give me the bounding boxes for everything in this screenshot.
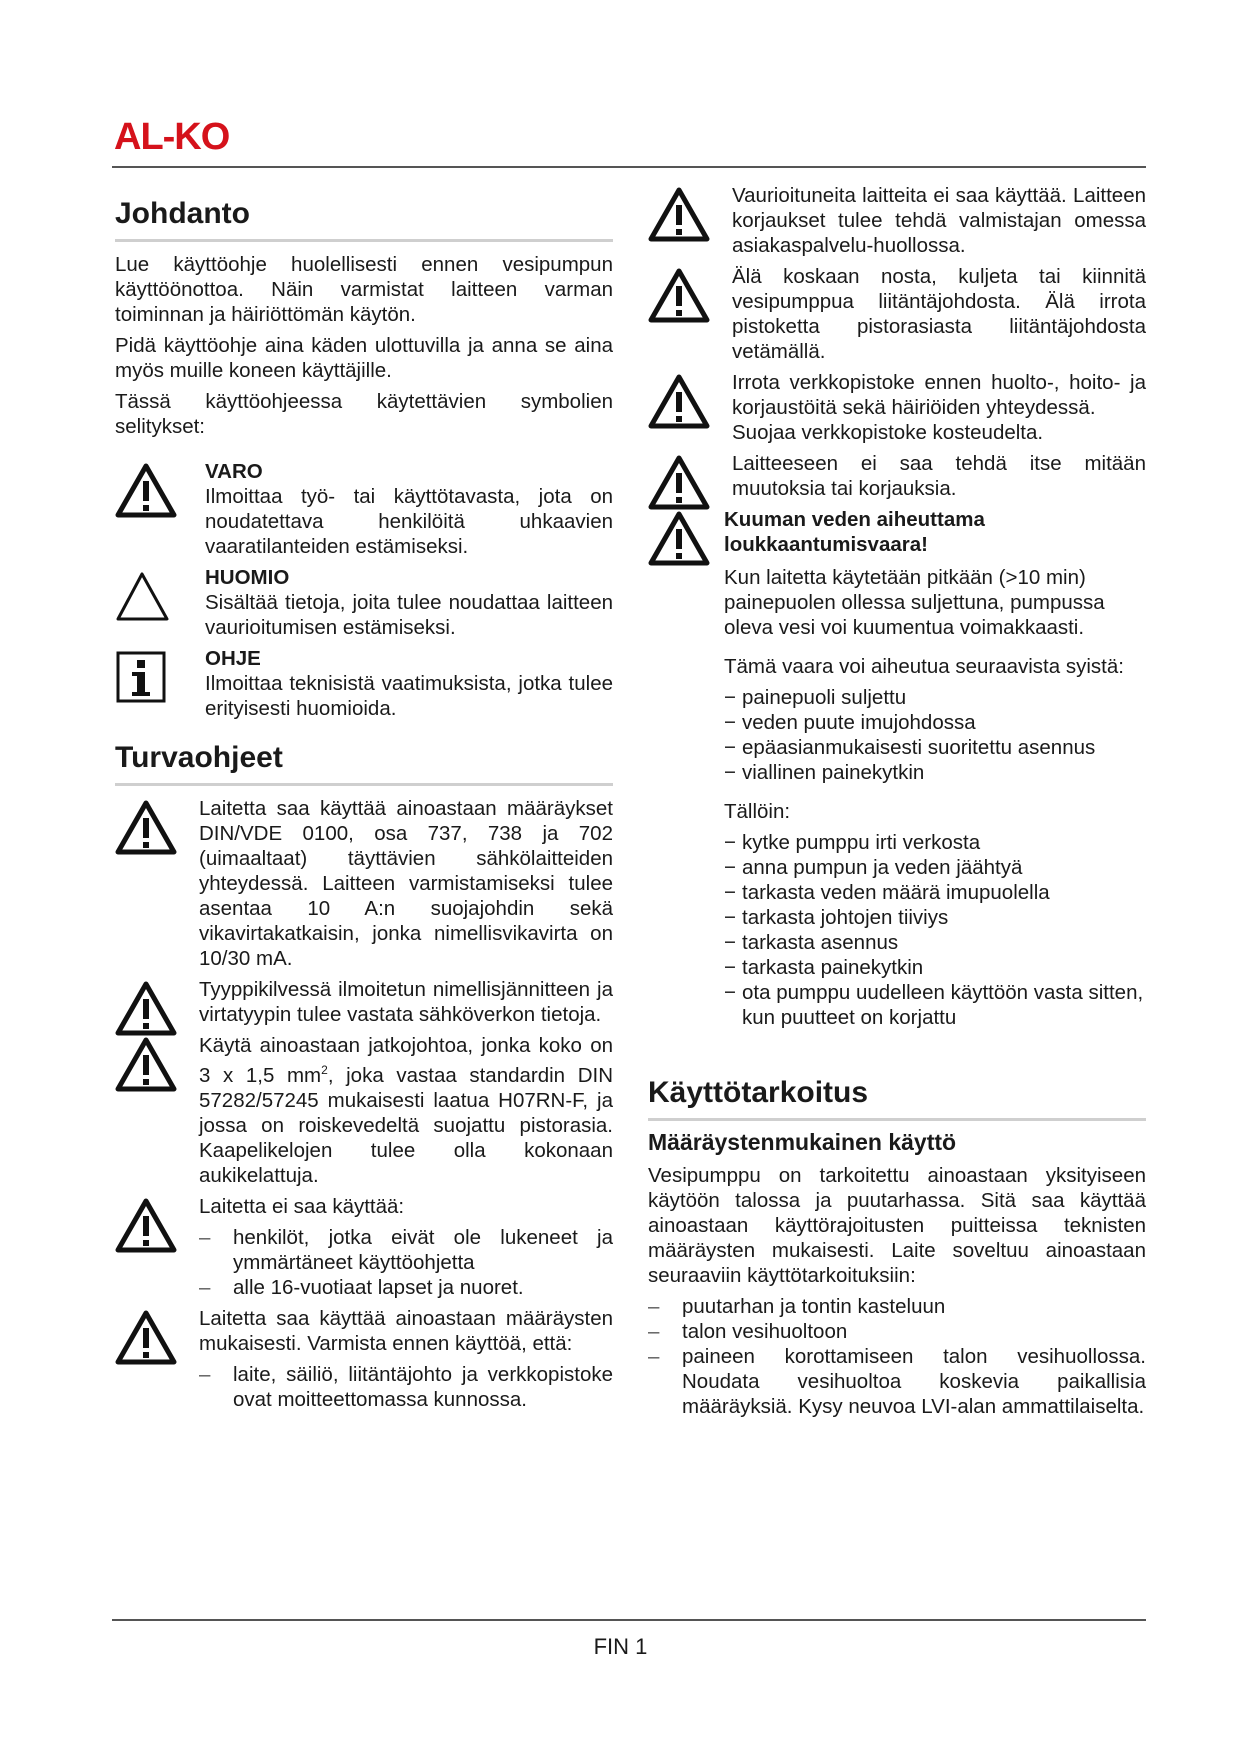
- intro-paragraph: Lue käyttöohje huolellisesti ennen vesipumpun käyttöönottoa. Näin varmistat laitteen varman toiminnan ja häiriöttömän käytön.: [115, 253, 613, 326]
- list-item: − painepuoli suljettu: [724, 685, 1146, 710]
- symbol-text: Ilmoittaa teknisistä vaatimuksista, jotka tulee erityisesti huomioida.: [205, 672, 613, 720]
- page-number: FIN 1: [593, 1634, 648, 1659]
- safety-item: [115, 796, 613, 971]
- left-column: [115, 195, 613, 1418]
- safety-text: Laitetta saa käyttää ainoastaan määräykset DIN/VDE 0100, osa 737, 738 ja 702 (uimaaltaat) täyttävien sähkölaitteiden yhteydessä. Laitteen varmistamiseksi tulee asentaa 10 A:n suojajohdin sekä vikavirtakatkaisin, jonka nimellisvikavirta on 10/30 mA.: [199, 797, 613, 970]
- caution-icon: [115, 569, 177, 625]
- safety-item: [115, 1306, 613, 1412]
- warning-text: Vaurioituneita laitteita ei saa käyttää. Laitteen korjaukset tulee tehdä valmistajan omessa asiakaspalvelu-huollossa.: [732, 184, 1146, 257]
- list-item: − tarkasta asennus: [724, 930, 1146, 955]
- warning-icon: [648, 511, 710, 567]
- list-item: – henkilöt, jotka eivät ole lukeneet ja ymmärtäneet käyttöohjetta: [199, 1225, 613, 1275]
- list-item: − ota pumppu uudelleen käyttöön vasta sitten, kun puutteet on korjattu: [724, 980, 1146, 1030]
- safety-heading: Turvaohjeet: [115, 739, 613, 786]
- alko-logo: [114, 116, 229, 159]
- warning-icon: [115, 981, 177, 1037]
- list-item: − tarkasta painekytkin: [724, 955, 1146, 980]
- hot-water-text: Kun laitetta käytetään pitkään (>10 min) painepuolen ollessa suljettuna, pumpussa oleva vesi voi kuumentua voimakkaasti.: [724, 566, 1105, 639]
- superscript: 2: [321, 1063, 328, 1077]
- safety-item: [115, 1194, 613, 1300]
- safety-text: Laitetta ei saa käyttää:: [199, 1194, 405, 1218]
- symbol-text: Ilmoittaa työ- tai käyttötavasta, jota on noudatettava henkilöitä uhkaavien vaaratilanteiden estämiseksi.: [205, 485, 613, 558]
- warning-icon: [115, 463, 177, 519]
- safety-text-part: Käytä ainoastaan jatkojohtoa, jonka koko on 3 x 1,5 mm: [199, 1034, 613, 1087]
- warning-icon: [115, 1310, 177, 1366]
- warning-text: Irrota verkkopistoke ennen huolto-, hoito- ja korjaustöitä sekä häiriöiden yhteydessä.: [732, 371, 1146, 419]
- symbol-title: HUOMIO: [205, 566, 290, 589]
- intro-paragraph: Tässä käyttöohjeessa käytettävien symbolien selitykset:: [115, 390, 613, 438]
- list-item: – paineen korottamiseen talon vesihuollossa. Noudata vesihuoltoa koskevia paikallisia määräyksiä. Kysy neuvoa LVI-alan ammattilaiselta.: [648, 1344, 1146, 1419]
- warning-icon: [115, 800, 177, 856]
- intro-paragraph: Pidä käyttöohje aina käden ulottuvilla ja anna se aina myös muille koneen käyttäjille.: [115, 334, 613, 382]
- warning-icon: [648, 187, 710, 243]
- then-list: [724, 830, 1146, 1030]
- hot-water-warning: [648, 507, 1146, 1030]
- warning-text: Laitteeseen ei saa tehdä itse mitään muutoksia tai korjauksia.: [732, 452, 1146, 500]
- then-intro: Tällöin:: [724, 800, 791, 823]
- use-heading: Käyttötarkoitus: [648, 1074, 1146, 1121]
- symbol-text: Sisältää tietoja, joita tulee noudattaa laitteen vaurioitumisen estämiseksi.: [205, 591, 613, 639]
- list-item: − anna pumpun ja veden jäähtyä: [724, 855, 1146, 880]
- list-item: − viallinen painekytkin: [724, 760, 1146, 785]
- footer-rule: [112, 1619, 1146, 1621]
- warning-icon: [115, 1198, 177, 1254]
- safety-text: Tyyppikilvessä ilmoitetun nimellisjännitteen ja virtatyypin tulee vastata sähköverkon tietoja.: [199, 978, 613, 1026]
- symbol-block-ohje: [115, 646, 613, 721]
- warning-item: [648, 451, 1146, 501]
- warning-text: Suojaa verkkopistoke kosteudelta.: [732, 421, 1044, 444]
- hot-water-title: Kuuman veden aiheuttama loukkaantumisvaara!: [724, 508, 985, 556]
- warning-item: [648, 264, 1146, 364]
- safety-item: [115, 977, 613, 1027]
- safety-text-part: , joka vastaa standardin DIN 57282/57245 mukaisesti laatua H07RN-F, ja jossa on roiskevedeltä suojattu pistorasia. Kaapelikelojen tulee olla kokonaan aukikelattuja.: [199, 1063, 614, 1187]
- symbol-title: OHJE: [205, 647, 261, 670]
- right-column: [648, 183, 1146, 1425]
- warning-icon: [115, 1037, 177, 1093]
- symbol-block-varo: [115, 459, 613, 559]
- use-text: Vesipumppu on tarkoitettu ainoastaan yksityiseen käytöön talossa ja puutarhassa. Sitä saa käyttää ainoastaan käyttörajoitusten puitteissa teknisten määräysten mukaisesti. Laite soveltuu ainoastaan seuraaviin käyttötarkoituksiin:: [648, 1164, 1146, 1287]
- warning-item: [648, 183, 1146, 258]
- header-rule: [112, 166, 1146, 168]
- list-item: − kytke pumppu irti verkosta: [724, 830, 1146, 855]
- causes-intro: Tämä vaara voi aiheutua seuraavista syistä:: [724, 655, 1124, 678]
- use-list: [648, 1294, 1146, 1419]
- info-icon: [115, 650, 177, 706]
- use-subheading: Määräystenmukainen käyttö: [648, 1129, 957, 1155]
- warning-text: Älä koskaan nosta, kuljeta tai kiinnitä vesipumppua liitäntäjohdosta. Älä irrota pistoketta pistorasiasta liitäntäjohdosta vetämällä.: [732, 265, 1146, 363]
- safety-text: [199, 1033, 613, 1188]
- list-item: – alle 16-vuotiaat lapset ja nuoret.: [199, 1275, 613, 1300]
- list-item: – puutarhan ja tontin kasteluun: [648, 1294, 1146, 1319]
- warning-icon: [648, 268, 710, 324]
- safety-item: [115, 1033, 613, 1188]
- safety-text: Laitetta saa käyttää ainoastaan määräysten mukaisesti. Varmista ennen käyttöä, että:: [199, 1306, 613, 1355]
- safety-list: [199, 1362, 613, 1412]
- symbol-block-huomio: [115, 565, 613, 640]
- logo-text: AL-KO: [114, 116, 230, 158]
- list-item: − tarkasta veden määrä imupuolella: [724, 880, 1146, 905]
- list-item: − tarkasta johtojen tiiviys: [724, 905, 1146, 930]
- symbol-title: VARO: [205, 460, 263, 483]
- list-item: – talon vesihuoltoon: [648, 1319, 1146, 1344]
- intro-heading: Johdanto: [115, 195, 613, 242]
- warning-item: [648, 370, 1146, 445]
- warning-icon: [648, 455, 710, 511]
- list-item: − veden puute imujohdossa: [724, 710, 1146, 735]
- warning-icon: [648, 374, 710, 430]
- causes-list: [724, 685, 1146, 785]
- safety-list: [115, 1225, 613, 1300]
- list-item: − epäasianmukaisesti suoritettu asennus: [724, 735, 1146, 760]
- list-item: – laite, säiliö, liitäntäjohto ja verkkopistoke ovat moitteettomassa kunnossa.: [199, 1362, 613, 1412]
